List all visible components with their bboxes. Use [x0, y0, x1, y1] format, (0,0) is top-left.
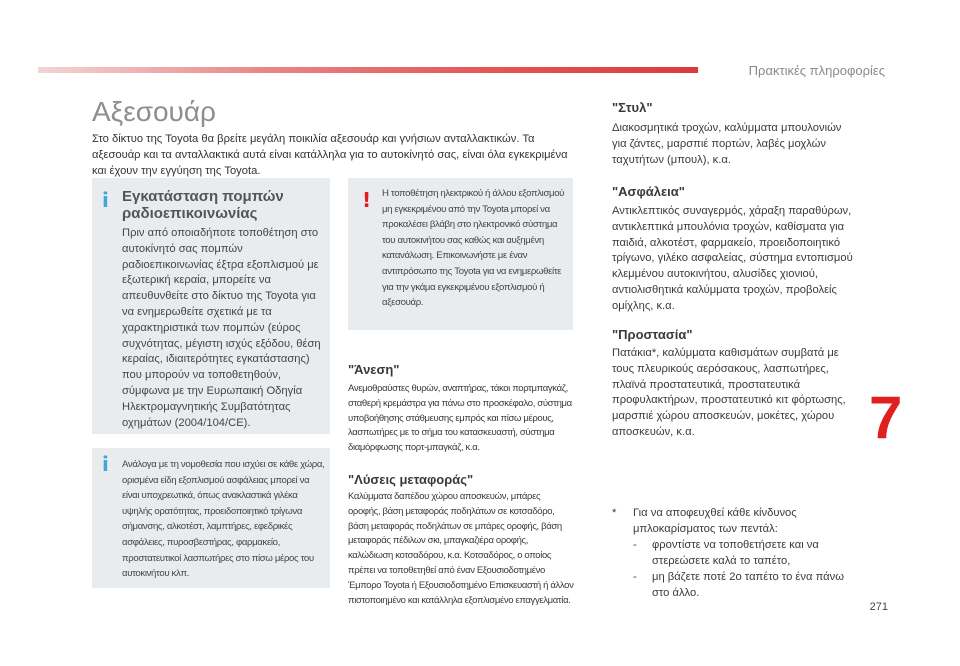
footnote-bullet-text: φροντίστε να τοποθετήσετε και να στερεώσετε καλά το ταπέτο, [652, 539, 819, 567]
security-text: Αντικλεπτικός συναγερμός, χάραξη παραθύρων, αντικλεπτικά μπουλόνια τροχών, καθίσματα για παιδιά, αλκοτέστ, φαρμακείο, προειδοποιητικό τρίγωνο, γιλέκο ασφαλείας, σύστημα εντοπισμού κλεμμένου αυτοκινήτου, αλυσίδες χιονιού, αντιολισθητικά καλύμματα τροχών, προβολείς ομίχλης, κ.α. [612, 205, 853, 312]
warning-box [348, 178, 573, 330]
section-title: Πρακτικές πληροφορίες [748, 63, 885, 78]
info-icon: i [102, 188, 109, 212]
protection-text: Πατάκια*, καλύμματα καθισμάτων συμβατά με τους πλευρικούς αερόσακους, λασπωτήρες, πλαϊνά προστατευτικά, προστατευτικά προφυλακτήρων, προστατευτικό κιτ φόρτωσης, μαρσπιέ χώρου αποσκευών, μοκέτες, χώρου αποσκευών, κ.α. [612, 347, 846, 438]
warning-icon: ! [362, 188, 372, 212]
footnote-marker: * [612, 507, 617, 519]
protection-heading: "Προστασία" [612, 327, 693, 342]
footnote-bullet-text: μη βάζετε ποτέ 2ο ταπέτο το ένα πάνω στο άλλο. [652, 571, 844, 599]
info-box-transmitters [92, 178, 330, 434]
info-icon: i [102, 452, 109, 476]
intro-paragraph: Στο δίκτυο της Toyota θα βρείτε μεγάλη ποικιλία αξεσουάρ και γνήσιων ανταλλακτικών. Τα αξεσουάρ και τα ανταλλακτικά αυτά είναι κατάλληλα για το αυτοκίνητό σας, είναι όλα εγκεκριμένα και έχουν την εγγύηση της Toyota. [92, 133, 568, 177]
info-box-legislation [92, 448, 330, 588]
info-box-text: Πριν από οποιαδήποτε τοποθέτηση στο αυτοκίνητό σας πομπών ραδιοεπικοινωνίας έξτρα εξοπλισμού με εξωτερική κεραία, μπορείτε να απευθυνθείτε στο δίκτυο της Toyota για να ενημερωθείτε σχετικά με τα χαρακτηριστικά των πομπών (εύρος συχνότητας, μέγιστη ισχύς εξόδου, θέση κεραίας, ιδιαιτερότητες εγκατάστασης) που μπορούν να τοποθετηθούν, σύμφωνα με την Ευρωπαική Οδηγία Ηλεκτρομαγνητικής Συμβατότητας οχημάτων (2004/104/CE). [122, 227, 321, 429]
footnote-text: Για να αποφευχθεί κάθε κίνδυνος μπλοκαρίσματος των πεντάλ: [633, 507, 797, 535]
footnote-bullet-dash: - [633, 571, 637, 583]
info-box-heading: Εγκατάσταση πομπών ραδιοεπικοινωνίας [122, 188, 284, 222]
chapter-number: 7 [869, 384, 903, 451]
warning-box-text: Η τοποθέτηση ηλεκτρικού ή άλλου εξοπλισμού μη εγκεκριμένου από την Toyota μπορεί να προκαλέσει βλάβη στο ηλεκτρονικό σύστημα του αυτοκινήτου σας καθώς και αυξημένη κατανάλωση. Επικοινωνήστε με έναν αντιπρόσωπο της Toyota για να ενημερωθείτε για την γκάμα εγκεκριμένου εξοπλισμού ή αξεσουάρ. [382, 188, 565, 309]
info-box-text: Ανάλογα με τη νομοθεσία που ισχύει σε κάθε χώρα, ορισμένα είδη εξοπλισμού ασφάλειας μπορεί να είναι υποχρεωτικά, όπως ανακλαστικά γιλέκα υψηλής ορατότητας, προειδοποιητικό τρίγωνα σήμανσης, αλκοτέστ, λαμπτήρες, εφεδρικές ασφάλειες, πυροσβεστήρας, φαρμακείο, προστατευτικοί λασπωτήρες στο πίσω μέρος του αυτοκινήτου κλπ. [122, 459, 325, 580]
comfort-heading: "Άνεση" [348, 362, 400, 377]
page-title: Αξεσουάρ [92, 96, 216, 127]
page-number: 271 [869, 601, 888, 613]
transport-heading: "Λύσεις μεταφοράς" [348, 472, 474, 487]
header-accent-bar [38, 67, 698, 73]
footnote-bullet-dash: - [633, 539, 637, 551]
security-heading: "Ασφάλεια" [612, 184, 685, 199]
style-text: Διακοσμητικά τροχών, καλύμματα μπουλονιών για ζάντες, μαρσπιέ πορτών, λαβές μοχλών ταχυτήτων (μπουλ), κ.α. [612, 122, 842, 166]
comfort-text: Ανεμοθραύστες θυρών, αναπτήρας, τάκοι πορτμπαγκάζ, σταθερή κρεμάστρα για πάνω στο προσκέφαλο, σύστημα υποβοήθησης στάθμευσης εμπρός και πίσω μέρους, λασπωτήρες με το σήμα του κατασκευαστή, σύστημα διαμόρφωσης πορτ-μπαγκάζ, κ.α. [348, 383, 572, 454]
style-heading: "Στυλ" [612, 100, 653, 115]
transport-text: Καλύμματα δαπέδου χώρου αποσκευών, μπάρες οροφής, βάση μεταφοράς ποδηλάτων σε κοτσαδόρο, βάση μεταφοράς ποδηλάτων σε μπάρες οροφής, βάση μεταφοράς πέδιλων σκι, μπαγκαζιέρα οροφής, καλώδιωση κοτσαδόρου, κ.α. Κοτσαδόρος, ο οποίος πρέπει να τοποθετηθεί από έναν Εξουσιοδοτημένο Έμπορο Toyota ή Εξουσιοδοτημένο Επισκευαστή ή άλλον πιστοποιημένο και κατάλληλα εξοπλισμένο επαγγελματία. [348, 491, 574, 606]
